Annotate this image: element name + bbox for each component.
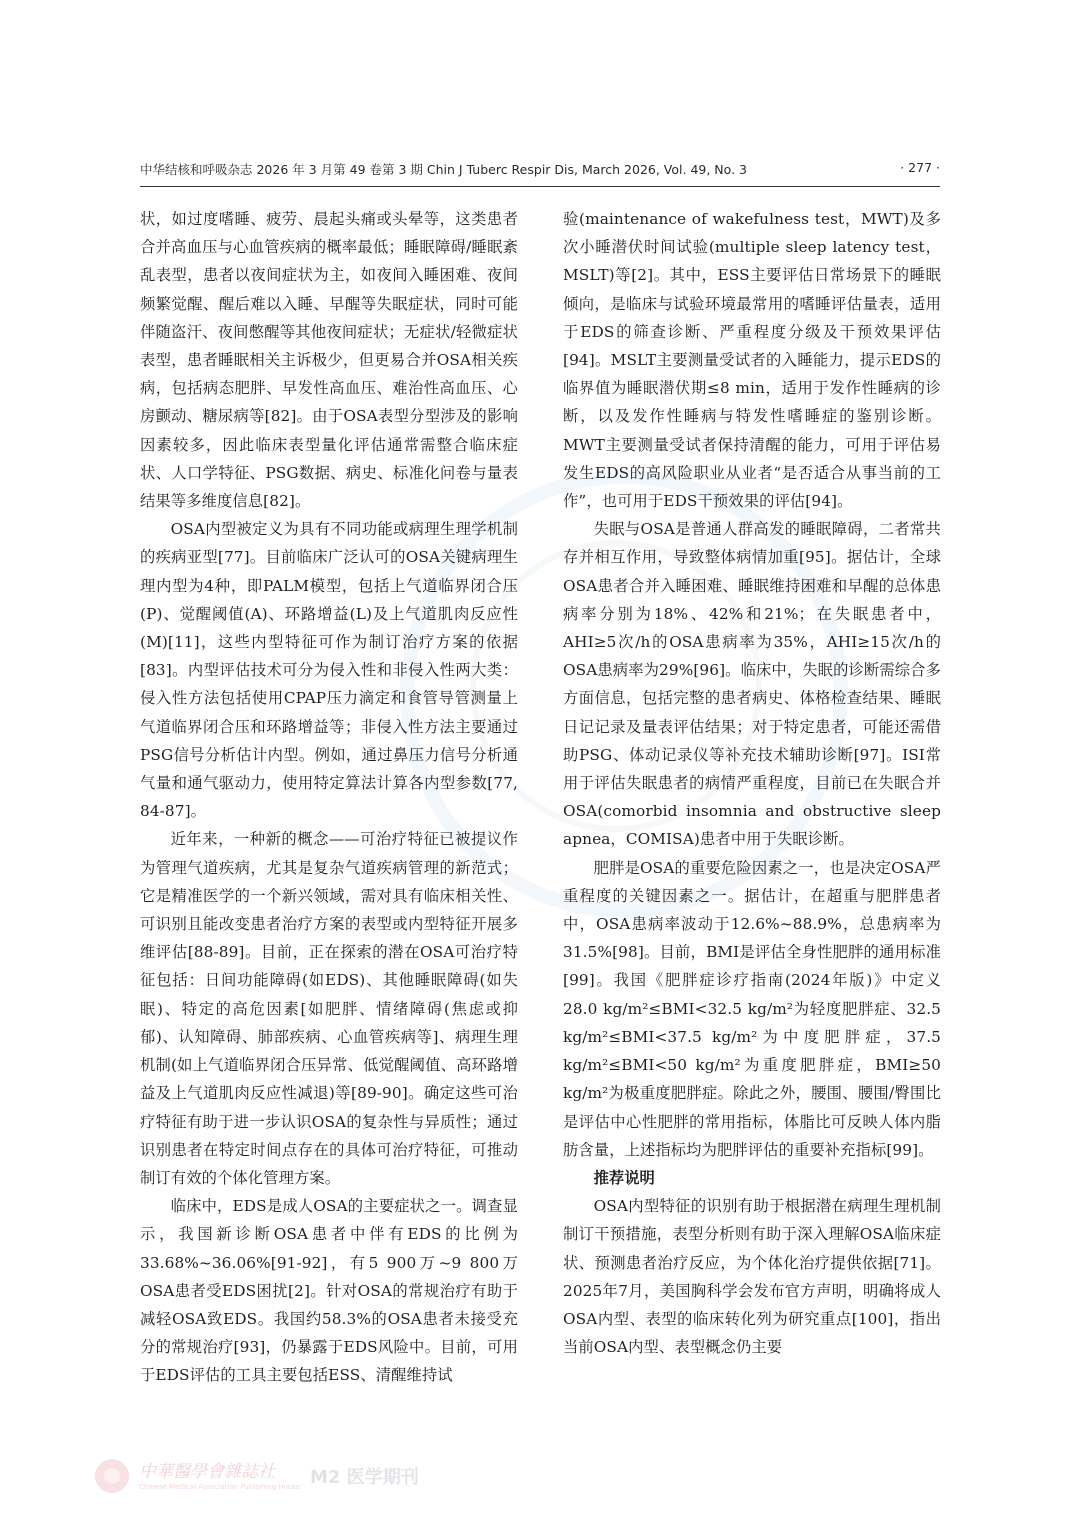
paragraph: 近年来，一种新的概念——可治疗特征已被提议作为管理气道疾病，尤其是复杂气道疾病管理的新范式；它是精准医学的一个新兴领域，需对具有临床相关性、可识别且能改变患者治疗方案的表型或内型特征开展多维评估[88-89]。目前，正在探索的潜在OSA可治疗特征包括：日间功能障碍(如EDS)、其他睡眠障碍(如失眠)、特定的高危因素[如肥胖、情绪障碍(焦虑或抑郁)、认知障碍、肺部疾病、心血管疾病等]、病理生理机制(如上气道临界闭合压异常、低觉醒阈值、高环路增益及上气道肌肉反应性减退)等[89-90]。确定这些可治疗特征有助于进一步认识OSA的复杂性与异质性；通过识别患者在特定时间点存在的具体可治疗特征，可推动制订有效的个体化管理方案。 bbox=[140, 830, 518, 1187]
running-header bbox=[140, 160, 940, 184]
left-column bbox=[140, 205, 518, 1390]
header-rule bbox=[140, 186, 940, 187]
publisher-watermark bbox=[95, 1455, 419, 1501]
paragraph: 临床中，EDS是成人OSA的主要症状之一。调查显示，我国新诊断OSA患者中伴有EDS的比例为33.68%~36.06%[91-92]，有5 900万~9 800万OSA患者受EDS困扰[2]。针对OSA的常规治疗有助于减轻OSA致EDS。我国约58.3%的OSA患者未接受充分的常规治疗[93]，仍暴露于EDS风险中。目前，可用于EDS评估的工具主要包括ESS、清醒维持试 bbox=[140, 1197, 518, 1385]
paragraph: OSA内型被定义为具有不同功能或病理生理学机制的疾病亚型[77]。目前临床广泛认可的OSA关键病理生理内型为4种，即PALM模型，包括上气道临界闭合压(P)、觉醒阈值(A)、环路增益(L)及上气道肌肉反应性(M)[11]，这些内型特征可作为制订治疗方案的依据[83]。内型评估技术可分为侵入性和非侵入性两大类：侵入性方法包括使用CPAP压力滴定和食管导管测量上气道临界闭合压和环路增益等；非侵入性方法主要通过PSG信号分析估计内型。例如，通过鼻压力信号分析通气量和通气驱动力，使用特定算法计算各内型参数[77, 84-87]。 bbox=[140, 520, 518, 821]
publisher-seal-icon bbox=[95, 1459, 129, 1493]
section-heading: 推荐说明 bbox=[593, 1168, 655, 1187]
paragraph: 肥胖是OSA的重要危险因素之一，也是决定OSA严重程度的关键因素之一。据估计，在超重与肥胖患者中，OSA患病率波动于12.6%~88.9%，总患病率为31.5%[98]。目前，BMI是评估全身性肥胖的通用标准[99]。我国《肥胖症诊疗指南(2024年版)》中定义28.0 kg/m²≤BMI<32.5 kg/m²为轻度肥胖症、32.5 kg/m²≤BMI<37.5 kg/m²为中度肥胖症，37.5 kg/m²≤BMI<50 kg/m²为重度肥胖症，BMI≥50 kg/m²为极重度肥胖症。除此之外，腰围、腰围/臀围比是评估中心性肥胖的常用指标，体脂比可反映人体内脂肪含量，上述指标均为肥胖评估的重要补充指标[99]。 bbox=[563, 858, 941, 1159]
publisher-english-name: Chinese Medical Association Publishing House bbox=[139, 1483, 301, 1491]
publisher-name: 中華醫學會雜誌社 bbox=[139, 1462, 275, 1482]
paragraph: 状，如过度嗜睡、疲劳、晨起头痛或头晕等，这类患者合并高血压与心血管疾病的概率最低；睡眠障碍/睡眠紊乱表型，患者以夜间症状为主，如夜间入睡困难、夜间频繁觉醒、醒后难以入睡、早醒等失眠症状，同时可能伴随盗汗、夜间憋醒等其他夜间症状；无症状/轻微症状表型，患者睡眠相关主诉极少，但更易合并OSA相关疾病，包括病态肥胖、早发性高血压、难治性高血压、心房颤动、糖尿病等[82]。由于OSA表型分型涉及的影响因素较多，因此临床表型量化评估通常需整合临床症状、人口学特征、PSG数据、病史、标准化问卷与量表结果等多维度信息[82]。 bbox=[140, 210, 518, 511]
right-column bbox=[563, 205, 941, 1361]
journal-citation: 中华结核和呼吸杂志 2026 年 3 月第 49 卷第 3 期 Chin J Tuberc Respir Dis, March 2026, Vol. 49, No. 3 bbox=[140, 162, 747, 177]
paragraph: 验(maintenance of wakefulness test，MWT)及多次小睡潜伏时间试验(multiple sleep latency test，MSLT)等[2]。其中，ESS主要评估日常场景下的睡眠倾向，是临床与试验环境最常用的嗜睡评估量表，适用于EDS的筛查诊断、严重程度分级及干预效果评估[94]。MSLT主要测量受试者的入睡能力，提示EDS的临界值为睡眠潜伏期≤8 min，适用于发作性睡病的诊断，以及发作性睡病与特发性嗜睡症的鉴别诊断。MWT主要测量受试者保持清醒的能力，可用于评估易发生EDS的高风险职业从业者“是否适合从事当前的工作”，也可用于EDS干预效果的评估[94]。 bbox=[563, 210, 941, 511]
paragraph: 失眠与OSA是普通人群高发的睡眠障碍，二者常共存并相互作用，导致整体病情加重[95]。据估计，全球OSA患者合并入睡困难、睡眠维持困难和早醒的总体患病率分别为18%、42%和21%；在失眠患者中，AHI≥5次/h的OSA患病率为35%，AHI≥15次/h的OSA患病率为29%[96]。临床中，失眠的诊断需综合多方面信息，包括完整的患者病史、体格检查结果、睡眠日记记录及量表评估结果；对于特定患者，可能还需借助PSG、体动记录仪等补充技术辅助诊断[97]。ISI常用于评估失眠患者的病情严重程度，目前已在失眠合并OSA(comorbid insomnia and obstructive sleep apnea，COMISA)患者中用于失眠诊断。 bbox=[563, 520, 941, 849]
publisher-logos: M2 医学期刊 bbox=[310, 1467, 419, 1488]
page-number: · 277 · bbox=[900, 160, 940, 175]
paragraph: OSA内型特征的识别有助于根据潜在病理生理机制制订干预措施，表型分析则有助于深入理解OSA临床症状、预测患者治疗反应，为个体化治疗提供依据[71]。2025年7月，美国胸科学会发布官方声明，明确将成人OSA内型、表型的临床转化列为研究重点[100]，指出当前OSA内型、表型概念仍主要 bbox=[563, 1197, 941, 1357]
